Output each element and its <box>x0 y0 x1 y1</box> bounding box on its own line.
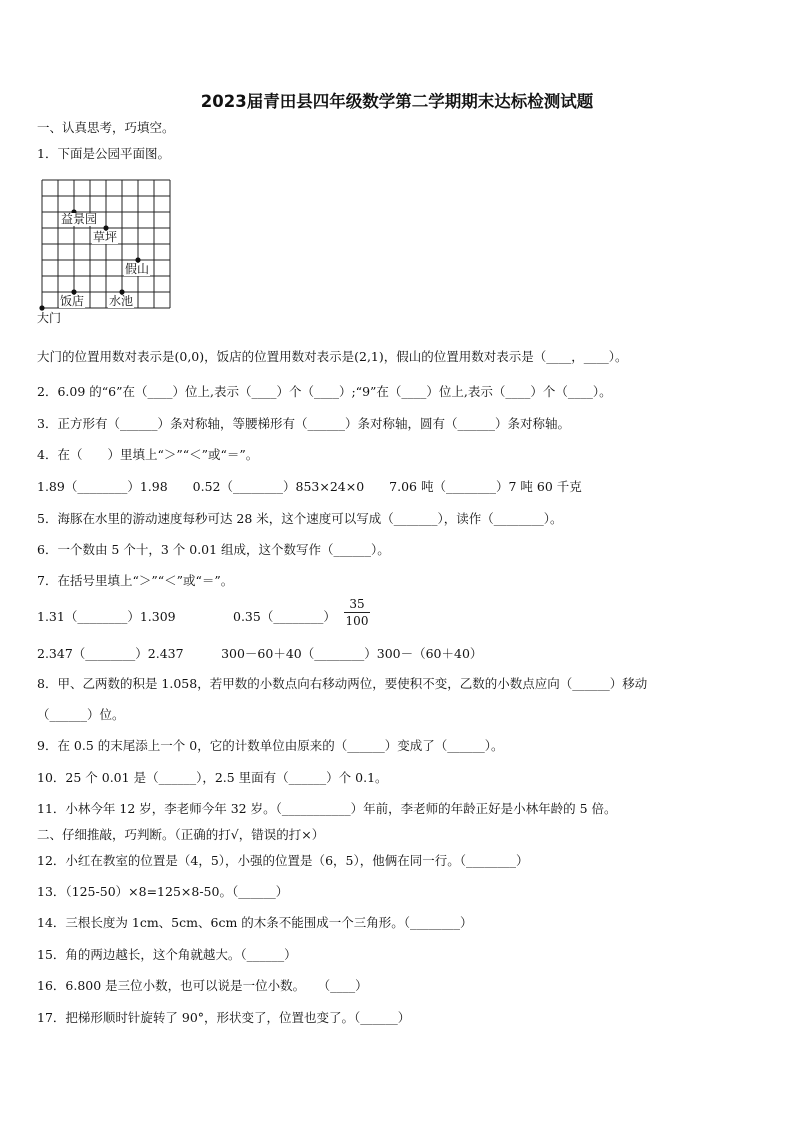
question-3: 3．正方形有（______）条对称轴，等腰梯形有（______）条对称轴，圆有（______）条对称轴。 <box>37 416 570 431</box>
question-15: 15．角的两边越长，这个角就越大。（______） <box>37 947 297 962</box>
question-13: 13．（125-50）×8=125×8-50。（______） <box>37 884 289 899</box>
question-1-text: 1．下面是公园平面图。 <box>37 146 170 161</box>
question-4: 4．在（ ）里填上“＞”“＜”或“＝”。 <box>37 447 259 462</box>
question-7: 7．在括号里填上“＞”“＜”或“＝”。 <box>37 573 234 588</box>
question-5: 5．海豚在水里的游动速度每秒可达 28 米，这个速度可以写成（_______），读作（________）。 <box>37 511 563 526</box>
fraction-denominator: 100 <box>345 614 369 628</box>
label-scenic-garden: 益景园 <box>61 212 98 226</box>
question-8-line-2: （______）位。 <box>37 707 125 722</box>
question-6: 6．一个数由 5 个十，3 个 0.01 组成，这个数写作（______）。 <box>37 542 390 557</box>
question-16: 16．6.800 是三位小数，也可以说是一位小数。 （____） <box>37 978 368 993</box>
question-10: 10．25 个 0.01 是（______），2.5 里面有（______）个 0.1。 <box>37 770 388 785</box>
label-pond: 水池 <box>109 294 134 308</box>
question-9: 9．在 0.5 的末尾添上一个 0，它的计数单位由原来的（______）变成了（______）。 <box>37 738 504 753</box>
question-14: 14．三根长度为 1cm、5cm、6cm 的木条不能围成一个三角形。（________） <box>37 915 473 930</box>
question-7-item-1: 1.31（________）1.309 <box>37 609 176 624</box>
page-title: 2023届青田县四年级数学第二学期期末达标检测试题 <box>200 92 594 111</box>
question-4-items: 1.89（________）1.98 0.52（________）853×24×0 7.06 吨（________）7 吨 60 千克 <box>37 479 582 494</box>
question-7-item-2: 0.35（________） <box>233 609 336 624</box>
park-grid-diagram <box>36 176 176 326</box>
question-8-line-1: 8．甲、乙两数的积是 1.058，若甲数的小数点向右移动两位，要使积不变，乙数的小数点应向（______）移动 <box>37 676 648 691</box>
fraction-35-100 <box>344 597 370 628</box>
question-17: 17．把梯形顺时针旋转了 90°，形状变了，位置也变了。（______） <box>37 1010 411 1025</box>
label-lawn: 草坪 <box>93 230 118 244</box>
question-7-row-2: 2.347（________）2.437 300－60＋40（________）300－（60＋40） <box>37 646 483 661</box>
label-restaurant: 饭店 <box>60 294 85 308</box>
section-heading-judge: 二、仔细推敲，巧判断。（正确的打√，错误的打×） <box>37 827 325 842</box>
section-heading-fill-in: 一、认真思考，巧填空。 <box>37 120 175 135</box>
label-gate: 大门 <box>37 311 62 325</box>
fraction-numerator: 35 <box>344 597 370 613</box>
question-11: 11．小林今年 12 岁，李老师今年 32 岁。（___________）年前，李老师的年龄正好是小林年龄的 5 倍。 <box>37 801 617 816</box>
park-grid <box>36 176 176 316</box>
question-2: 2．6.09 的“6”在（____）位上,表示（____）个（____）;“9”在（____）位上,表示（____）个（____）。 <box>37 384 612 399</box>
label-rockery: 假山 <box>125 262 150 276</box>
gate-point <box>39 305 44 310</box>
question-1-answer: 大门的位置用数对表示是(0,0)，饭店的位置用数对表示是(2,1)，假山的位置用数对表示是（____，____）。 <box>37 349 628 364</box>
question-12: 12．小红在教室的位置是（4，5），小强的位置是（6，5），他俩在同一行。（________） <box>37 853 529 868</box>
